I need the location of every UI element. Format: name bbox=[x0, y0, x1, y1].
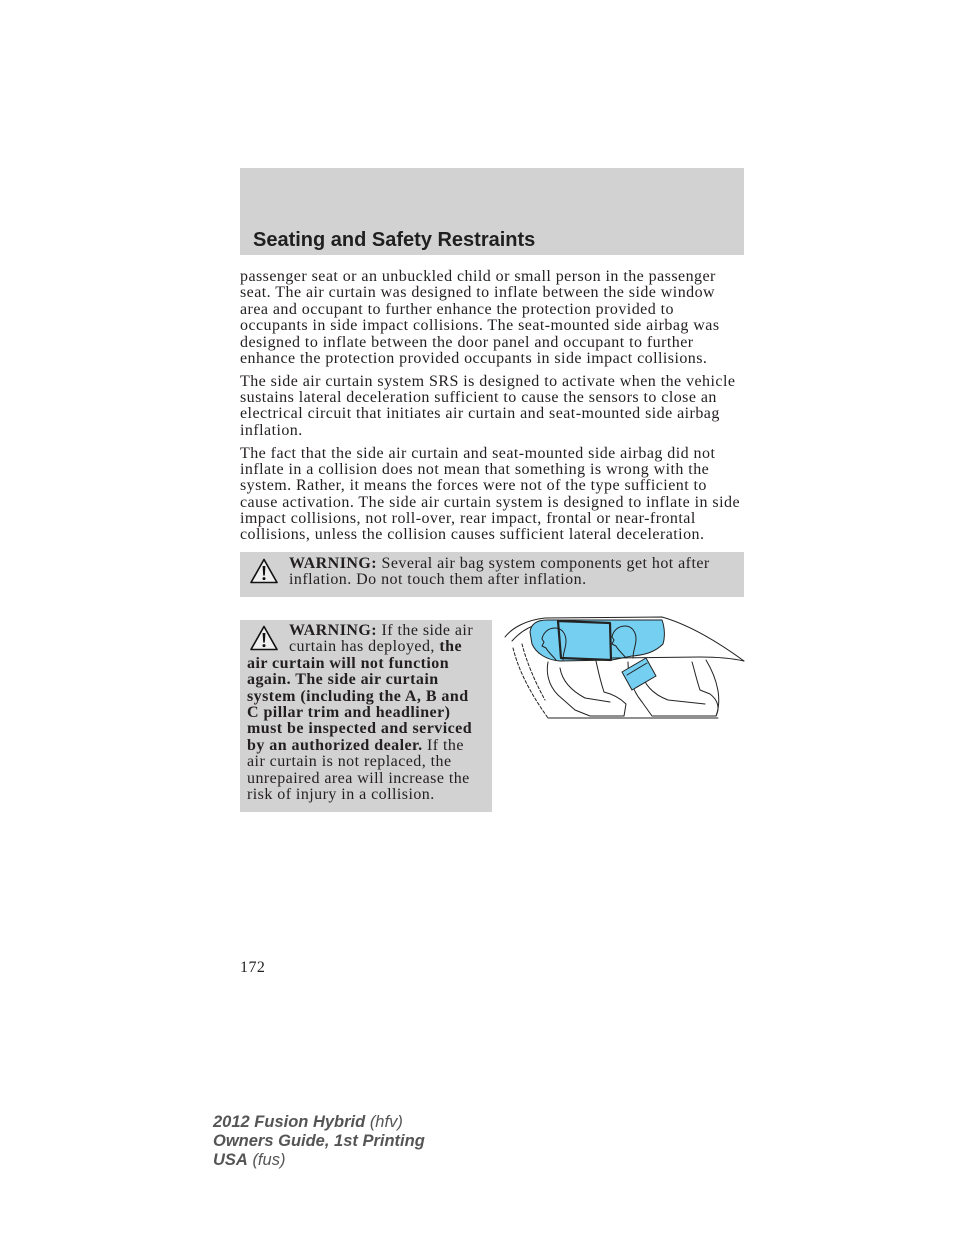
door-edge-dashed bbox=[513, 648, 548, 718]
section-header bbox=[240, 168, 744, 255]
warning-line: unrepaired area will increase the bbox=[247, 769, 470, 787]
warning-text-run: If the side air bbox=[381, 622, 474, 639]
front-seat-inner bbox=[560, 668, 610, 702]
body-text-line: The fact that the side air curtain and seat-mounted side airbag did not bbox=[240, 444, 716, 462]
footer-line-model bbox=[213, 1113, 425, 1132]
footer-model: 2012 Fusion Hybrid bbox=[213, 1113, 366, 1131]
footer-model-code: (hfv) bbox=[369, 1113, 403, 1131]
warning-text-run: Several air bag system components get hot after bbox=[381, 555, 710, 572]
seat-side-airbag bbox=[622, 658, 656, 690]
front-seat bbox=[547, 661, 626, 716]
warning-line: air curtain is not replaced, the bbox=[247, 753, 452, 771]
warning-label: WARNING: bbox=[289, 555, 378, 572]
body-paragraph-3 bbox=[240, 446, 744, 544]
warning-line bbox=[247, 639, 492, 655]
warning-label: WARNING: bbox=[289, 622, 378, 639]
warning-emphasis: again. The side air curtain bbox=[247, 671, 439, 689]
warning-emphasis: the bbox=[439, 638, 462, 656]
body-text-line: sustains lateral deceleration sufficient to cause the sensors to close an bbox=[240, 388, 717, 406]
warning-emphasis: C pillar trim and headliner) bbox=[247, 703, 451, 721]
section-title: Seating and Safety Restraints bbox=[253, 229, 536, 251]
body-text-line: designed to inflate between the door panel and occupant to further bbox=[240, 333, 694, 351]
body-paragraph-1 bbox=[240, 269, 744, 367]
warning-text bbox=[240, 623, 492, 803]
document-footer bbox=[213, 1113, 425, 1170]
warning-text-run: curtain has deployed, bbox=[289, 638, 435, 656]
footer-edition: Owners Guide, 1st Printing bbox=[213, 1132, 425, 1150]
body-text-line: inflation. bbox=[240, 421, 303, 439]
body-paragraph-2 bbox=[240, 374, 744, 440]
warning-emphasis: by an authorized dealer. bbox=[247, 736, 423, 754]
warning-text-run: If the bbox=[427, 736, 464, 754]
rear-door-edge bbox=[706, 660, 719, 716]
footer-market-code: (fus) bbox=[252, 1151, 286, 1169]
body-text-line: impact collisions, not roll-over, rear impact, frontal or near-frontal bbox=[240, 510, 696, 528]
warning-text bbox=[240, 556, 744, 589]
warning-line: inflation. Do not touch them after inflation. bbox=[289, 571, 587, 589]
side-air-curtain-illustration bbox=[500, 610, 750, 725]
body-text-line: seat. The air curtain was designed to inflate between the side window bbox=[240, 284, 716, 302]
warning-emphasis: air curtain will not function bbox=[247, 654, 450, 672]
body-text-line: area and occupant to further enhance the protection provided to bbox=[240, 300, 674, 318]
body-text-line: system. Rather, it means the forces were not of the type sufficient to bbox=[240, 477, 707, 495]
warning-emphasis: must be inspected and serviced bbox=[247, 720, 473, 738]
page-number: 172 bbox=[240, 959, 266, 976]
body-text-line: inflate in a collision does not mean that something is wrong with the bbox=[240, 460, 710, 478]
body-text-line: passenger seat or an unbuckled child or small person in the passenger bbox=[240, 268, 716, 285]
body-text-line: The side air curtain system SRS is designed to activate when the vehicle bbox=[240, 372, 736, 390]
warning-line bbox=[247, 623, 492, 639]
footer-market: USA bbox=[213, 1151, 248, 1169]
footer-line-market bbox=[213, 1151, 425, 1170]
warning-air-curtain-deployed bbox=[240, 620, 492, 812]
air-curtain bbox=[530, 620, 664, 661]
warning-line: risk of injury in a collision. bbox=[247, 785, 435, 803]
warning-hot-components bbox=[240, 552, 744, 597]
warning-line bbox=[247, 738, 492, 754]
body-text-line: collisions, unless the collision causes sufficient lateral deceleration. bbox=[240, 526, 705, 544]
body-text-line: electrical circuit that initiates air curtain and seat-mounted side airbag bbox=[240, 405, 720, 423]
body-text-line: cause activation. The side air curtain system is designed to inflate in side bbox=[240, 493, 740, 511]
body-text-line: occupants in side impact collisions. The seat-mounted side airbag was bbox=[240, 317, 720, 335]
belt-line bbox=[612, 657, 744, 661]
body-text-line: enhance the protection provided occupants in side impact collisions. bbox=[240, 349, 708, 367]
warning-line bbox=[289, 556, 744, 572]
warning-emphasis: system (including the A, B and bbox=[247, 687, 469, 705]
